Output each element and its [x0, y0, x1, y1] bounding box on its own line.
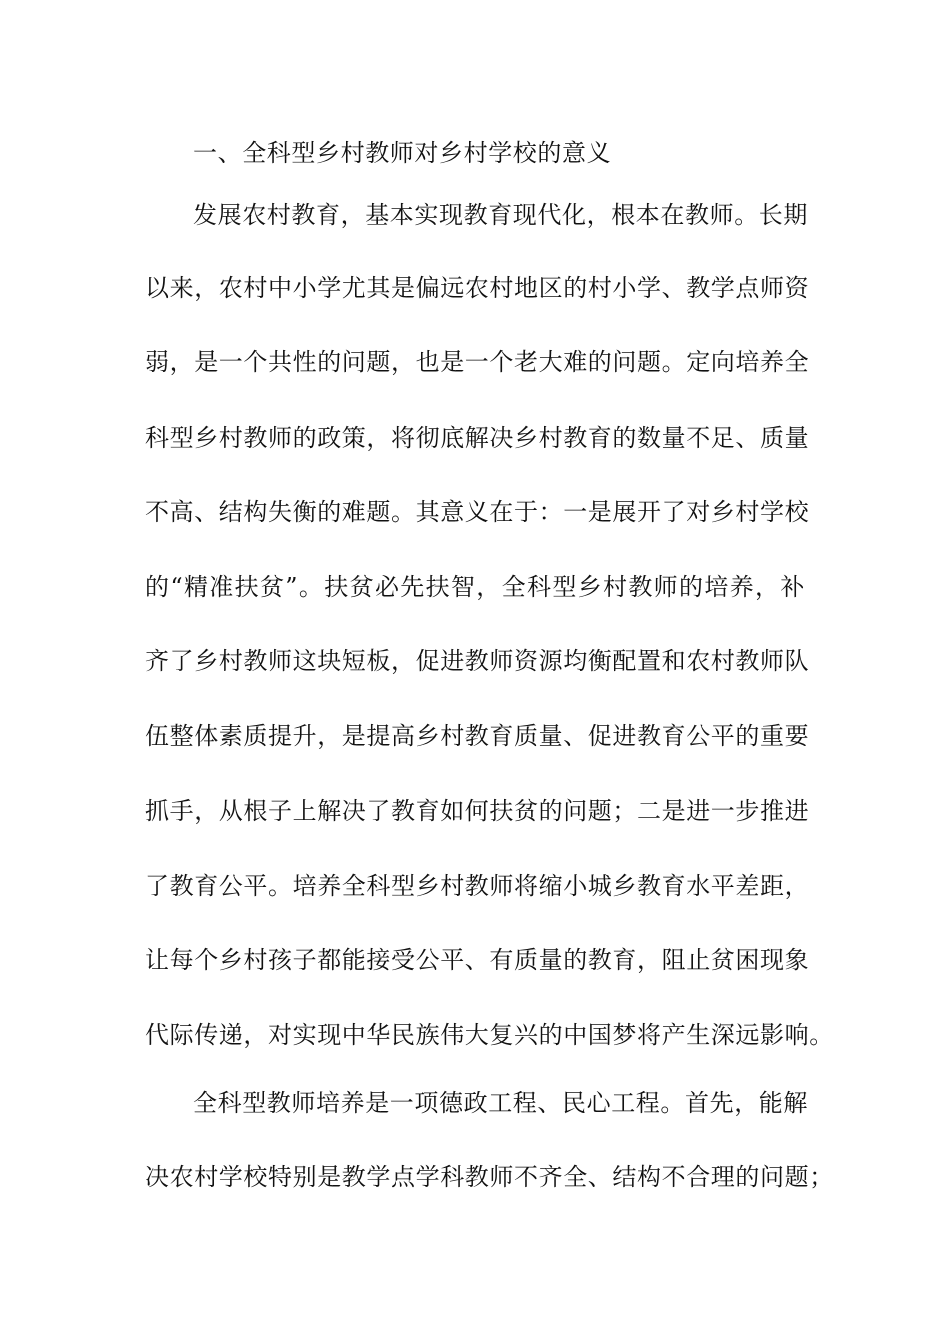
paragraph-line: 齐了乡村教师这块短板，促进教师资源均衡配置和农村教师队 [145, 647, 810, 675]
paragraph-line: 代际传递，对实现中华民族伟大复兴的中国梦将产生深远影响。 [145, 1021, 834, 1049]
paragraph-line: 弱，是一个共性的问题，也是一个老大难的问题。定向培养全 [145, 348, 810, 376]
paragraph-line: 不高、结构失衡的难题。其意义在于：一是展开了对乡村学校 [145, 498, 810, 526]
paragraph-line: 全科型教师培养是一项德政工程、民心工程。首先，能解 [193, 1089, 808, 1117]
paragraph-line: 的“精准扶贫”。扶贫必先扶智，全科型乡村教师的培养，补 [145, 573, 805, 601]
paragraph-line: 伍整体素质提升，是提高乡村教育质量、促进教育公平的重要 [145, 722, 810, 750]
paragraph-line: 发展农村教育，基本实现教育现代化，根本在教师。长期 [193, 201, 808, 229]
paragraph-line: 了教育公平。培养全科型乡村教师将缩小城乡教育水平差距， [145, 872, 810, 900]
paragraph-line: 科型乡村教师的政策，将彻底解决乡村教育的数量不足、质量 [145, 424, 810, 452]
paragraph-line: 决农村学校特别是教学点学科教师不齐全、结构不合理的问题； [145, 1163, 834, 1191]
section-heading: 一、全科型乡村教师对乡村学校的意义 [193, 139, 612, 167]
paragraph-line: 让每个乡村孩子都能接受公平、有质量的教育，阻止贫困现象 [145, 946, 810, 974]
paragraph-line: 抓手，从根子上解决了教育如何扶贫的问题；二是进一步推进 [145, 797, 810, 825]
paragraph-line: 以来，农村中小学尤其是偏远农村地区的村小学、教学点师资 [145, 274, 810, 302]
